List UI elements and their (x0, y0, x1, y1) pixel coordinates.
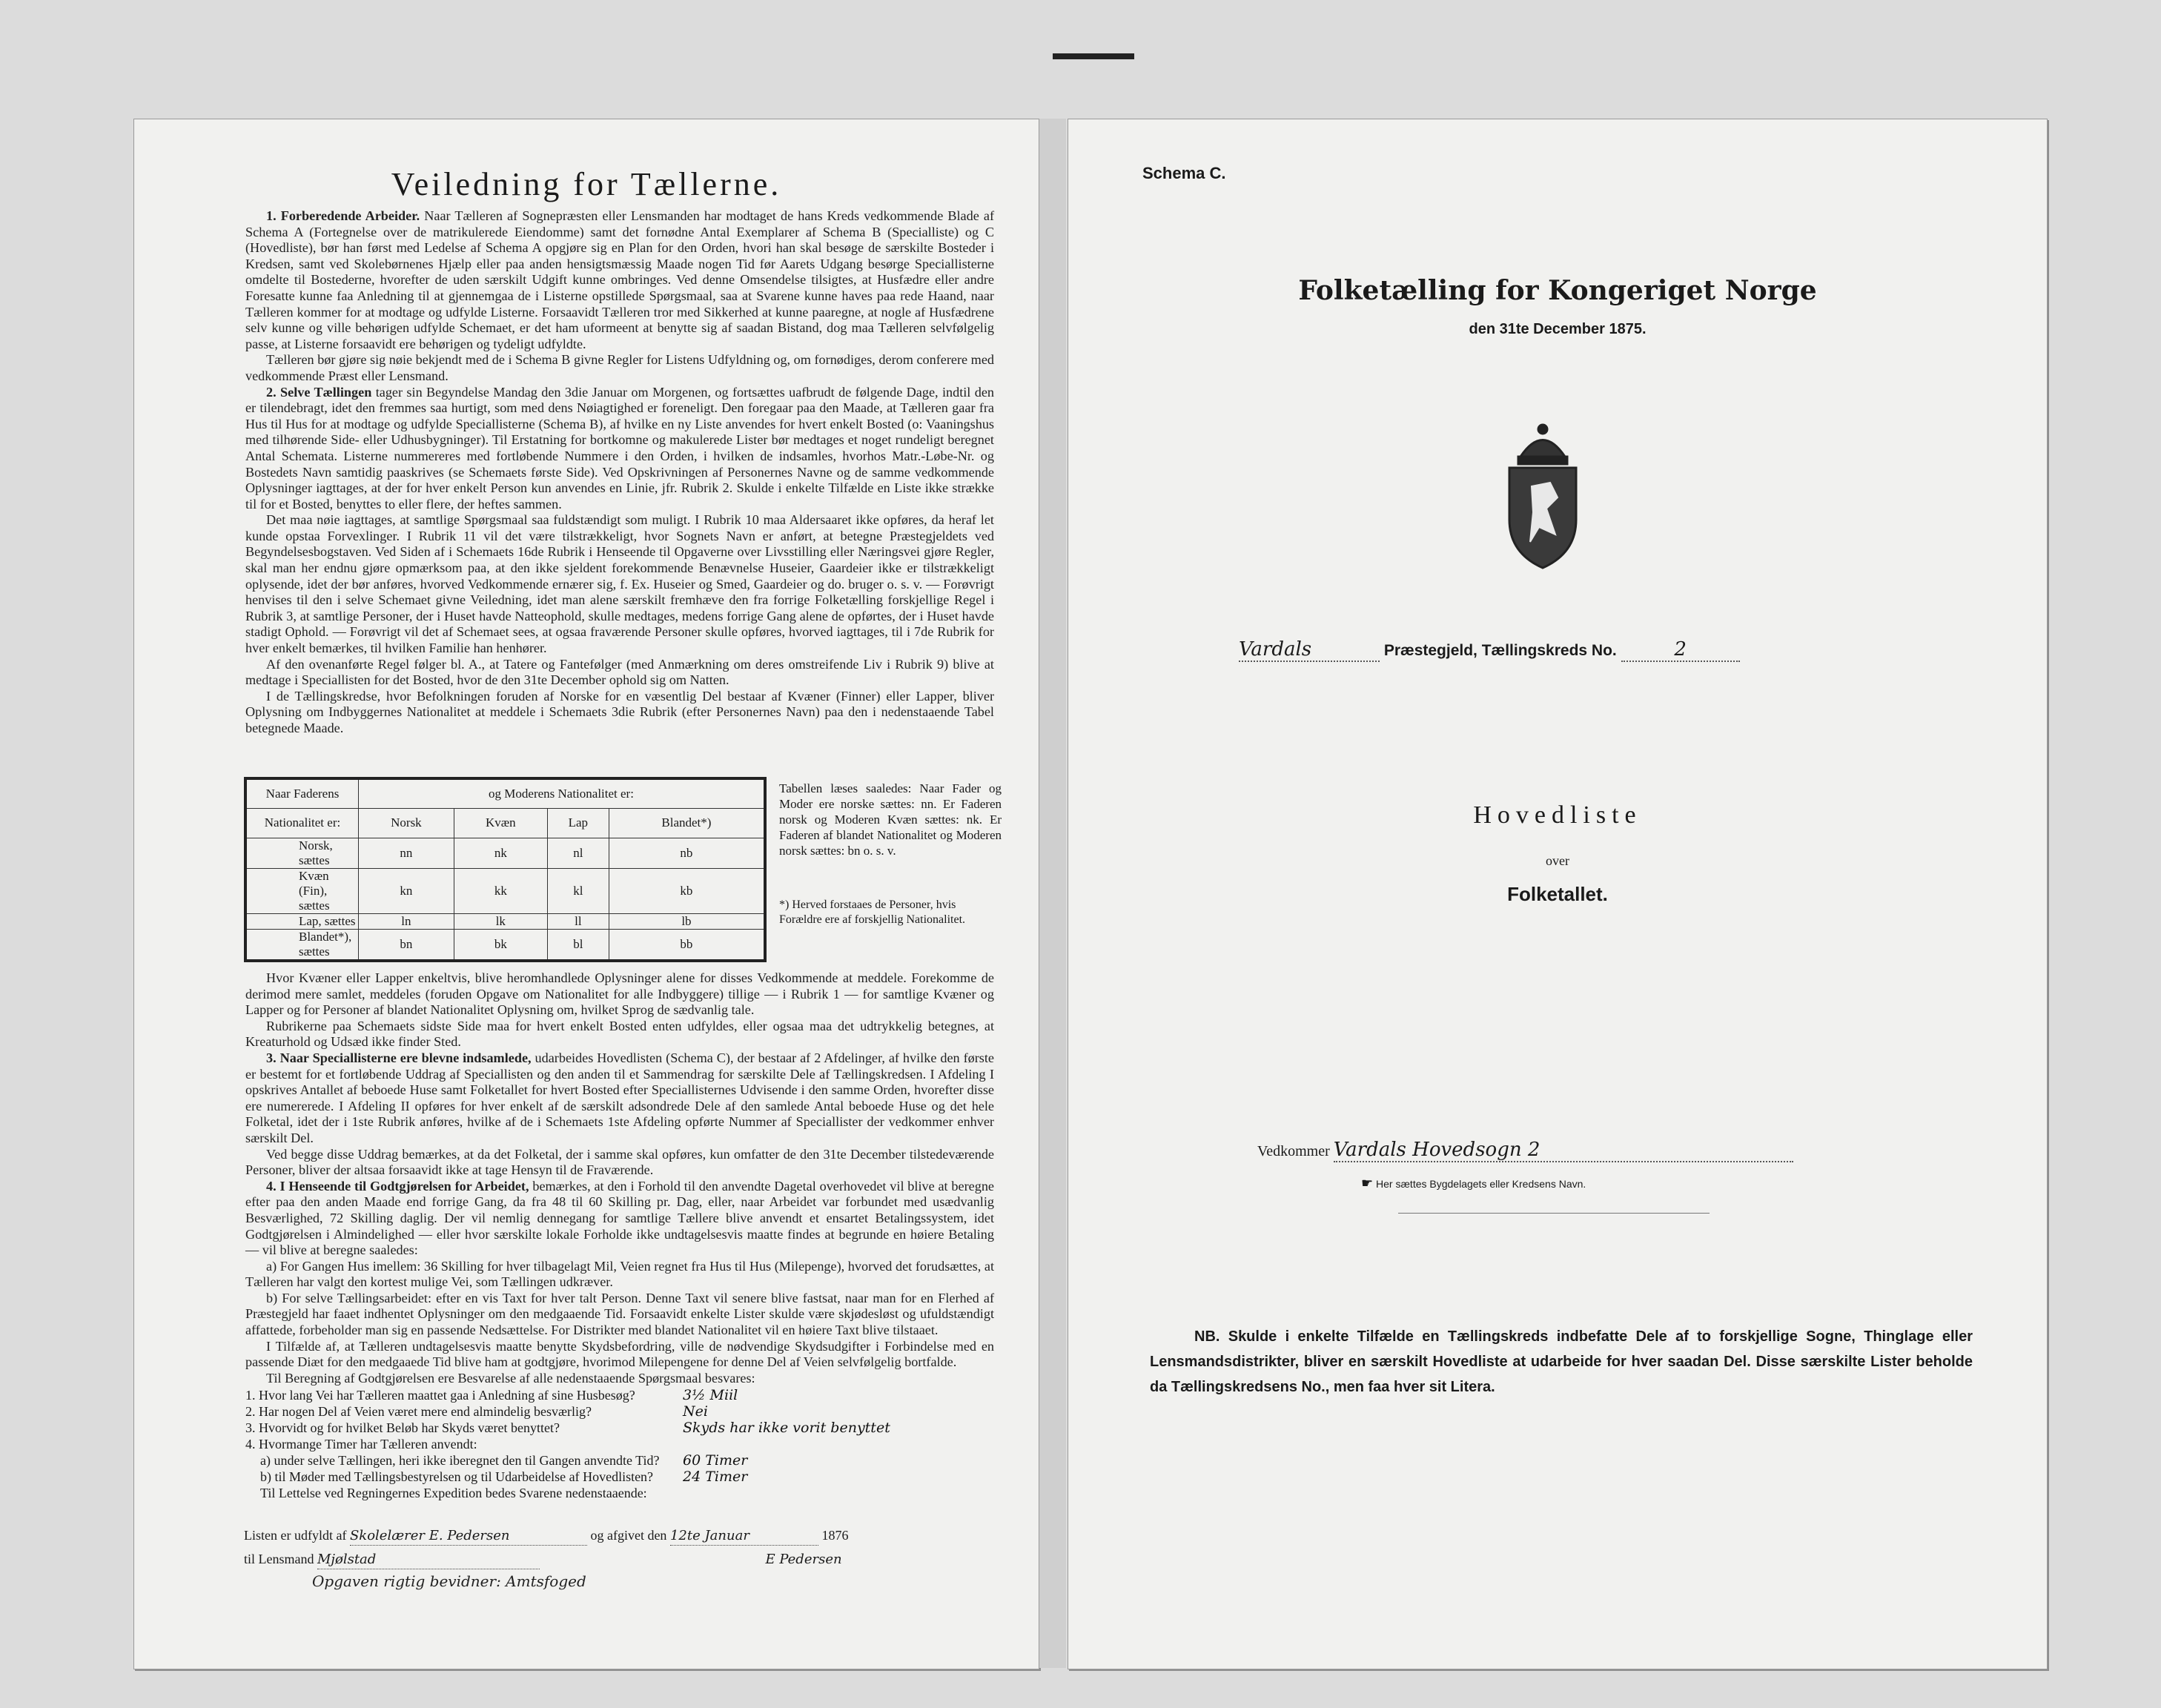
scan-marker (1053, 53, 1134, 59)
answer: Nei (683, 1403, 708, 1420)
answer: Skyds har ikke vorit benyttet (683, 1420, 890, 1436)
question: a) under selve Tællingen, heri ikke iberegnet den til Gangen anvendte Tid? (260, 1453, 660, 1468)
delivered-year: 1876 (821, 1528, 849, 1543)
table-row (245, 838, 765, 868)
vedkommer-value: Vardals Hovedsogn 2 (1333, 1139, 1541, 1161)
folketallet-title: Folketallet. (1507, 883, 1608, 905)
instructions-section-1 (245, 208, 994, 737)
cell: bn (359, 929, 454, 961)
table-row (245, 913, 765, 929)
qa-row (245, 1485, 1002, 1501)
answer: 3½ Miil (683, 1387, 738, 1403)
district-number: 2 (1674, 638, 1687, 661)
book-spine (1039, 119, 1066, 1668)
lensmand-label: til Lensmand (244, 1552, 314, 1566)
pointing-hand-icon: ☛ (1361, 1176, 1374, 1191)
question: Til Lettelse ved Regningernes Expedition bedes Svarene nedenstaaende: (260, 1486, 647, 1500)
question: b) til Møder med Tællingsbestyrelsen og til Udarbeidelse af Hovedlisten? (260, 1469, 654, 1484)
vedkommer-field (1257, 1139, 1925, 1162)
cell: lb (609, 913, 765, 929)
table-row (245, 929, 765, 961)
cell: ln (359, 913, 454, 929)
qa-row (245, 1436, 1002, 1452)
row-label: Kvæn (Fin), sættes (245, 868, 359, 913)
filled-by-name: Skolelærer E. Pedersen (350, 1527, 587, 1546)
question: 1. Hvor lang Vei har Tælleren maattet gaa i Anledning af sine Husbesøg? (245, 1388, 635, 1403)
qa-row (245, 1469, 1002, 1485)
left-page-title: Veiledning for Tællerne. (391, 166, 782, 202)
vedkommer-hint (1361, 1176, 1586, 1191)
cell: kl (547, 868, 609, 913)
right-page (1068, 119, 2048, 1669)
filled-by-label: Listen er udfyldt af (244, 1528, 347, 1543)
table-header-father: Naar Faderens (245, 778, 359, 808)
col-head: Kvæn (454, 808, 547, 838)
question: 2. Har nogen Del af Veien været mere end almindelig besværlig? (245, 1404, 592, 1419)
section-4-a: a) For Gangen Hus imellem: 36 Skilling for hver tilbagelagt Mil, Veien regnet fra Hus til Hus (Milepenge), hvorved det forudsættes, at Tælleren har valgt den kortest mulige Vei, som Tællingen udkræver. (245, 1258, 994, 1290)
cell: kn (359, 868, 454, 913)
section-3-text: udarbeides Hovedlisten (Schema C), der bestaar af 2 Afdelinger, af hvilke den første er bestemt for et fortløbende Uddrag af Speciallisten og den anden til et Sammendrag for særskilte Dele af Tællingskredsen. I Afdeling I opskrives Antallet af beboede Huse samt Folketallet for hvert Bosted efter Speciallisternes Udvisende i den samme Orden, hvorefter disse ere numererede. I Afdeling II opføres for hver enkelt af de særskilt adsondrede Dele af den samlede Antal beboede Huse og det hele Folketal, idet der i 1ste Rubrik anføres, hvilke af de i Schemaets 1ste Afdeling opførte Nummer af Speciallister der vedkommer enhver særskilt Del. (245, 1050, 994, 1145)
answer: 24 Timer (683, 1469, 748, 1485)
table-header-nationality: Nationalitet er: (245, 808, 359, 838)
divider (1398, 1213, 1710, 1214)
cell: bk (454, 929, 547, 961)
lensmand-name: Mjølstad (317, 1551, 540, 1569)
hovedliste-title: Hovedliste (1473, 801, 1642, 829)
section-2-heading: 2. Selve Tællingen (266, 384, 372, 400)
col-head: Blandet*) (609, 808, 765, 838)
section-4-c: I Tilfælde af, at Tælleren undtagelsesvis maatte benytte Skydsbefordring, ville de nødvendige Skydsudgifter i Forbindelse med en passende Diæt for den medgaaede Tid blive ham at godtgjøre, hvorimod Milepengene for denne Del af Veien selvfølgelig bortfalde. (245, 1338, 994, 1370)
delivered-label: og afgivet den (590, 1528, 667, 1543)
handwritten-attestation: Opgaven rigtig bevidner: Amtsfoged (312, 1572, 586, 1590)
row-label: Lap, sættes (245, 913, 359, 929)
cell: nn (359, 838, 454, 868)
parish-label: Præstegjeld, Tællingskreds No. (1383, 642, 1617, 659)
hint-text: Her sættes Bygdelagets eller Kredsens Navn. (1376, 1178, 1586, 1190)
table-row (245, 868, 765, 913)
qa-row (245, 1452, 1002, 1469)
parish-field (1239, 638, 1906, 662)
vedkommer-label: Vedkommer (1257, 1143, 1330, 1159)
schema-label: Schema C. (1142, 164, 1226, 182)
section-2-text: tager sin Begyndelse Mandag den 3die Januar om Morgenen, og fortsættes uafbrudt de følgende Dage, indtil den er tilendebragt, idet den fremmes saa hurtigt, som med dens Nøiagtighed er foreneligt. Den foregaar paa den Maade, at Tælleren gaar fra Hus til Hus for at modtage og udfylde Speciallisterne (Schema B), af hvilke en ny Liste anvendes for hvert enkelt Bosted (o: Vaaningshus med tilhørende Side- eller Udhusbygninger). Til Erstatning for bortkomne og makulerede Lister bør medtages et noget rundeligt beregnet Antal Schemata. Listerne nummereres med fortløbende Nummere i den Orden, i hvilken de indsamles, hvorhos Matr.-Løbe-Nr. og Bostedets Navn samtidig paaskrives (se Schemaets første Side). Ved Opskrivningen af Personernes Navne og de samme vedkommende Oplysninger iagttages, at der for hver enkelt Person kun anvendes en Linie, jfr. Rubrik 2. Skulde i enkelte Tilfælde en Liste ikke strække til for et Bosted, benyttes to eller flere, der heftes sammen. (245, 384, 994, 512)
teller-signature: E Pedersen (765, 1552, 842, 1567)
census-title: Folketælling for Kongeriget Norge (1298, 275, 1817, 306)
cell: bl (547, 929, 609, 961)
section-2-text-3: Af den ovenanførte Regel følger bl. A., at Tatere og Fantefølger (med Anmærkning om deres omstreifende Liv i Rubrik 9) blive at medtage i Speciallisten for det Bosted, hvor de den 31te December ophold sig om Natten. (245, 656, 994, 688)
questions-answers (245, 1387, 1002, 1501)
question: 4. Hvormange Timer har Tælleren anvendt: (245, 1437, 477, 1452)
section-2-text-4: I de Tællingskredse, hvor Befolkningen foruden af Norske for en væsentlig Del bestaar af Kvæner (Finner) eller Lapper, bliver Oplysning om Indbyggernes Nationalitet at meddele i Schemaets 3die Rubrik (efter Personernes Navn) paa den i nedenstaaende Tabel betegnede Maade. (245, 688, 994, 735)
question: 3. Hvorvidt og for hvilket Beløb har Skyds været benyttet? (245, 1420, 560, 1435)
nationality-table (244, 777, 767, 962)
col-head: Norsk (359, 808, 454, 838)
left-page (133, 119, 1039, 1669)
nb-text: NB. Skulde i enkelte Tilfælde en Tællingskreds indbefatte Dele af to forskjellige Sogne, Thinglage eller Lensmandsdistrikter, bliver en særskilt Hovedliste at udarbeide for hver saadan Del. Disse særskilte Lister beholde da Tællingskredsens No., men faa hver sit Litera. (1150, 1328, 1973, 1395)
section-3-heading: 3. Naar Speciallisterne ere blevne indsamlede, (266, 1050, 532, 1065)
cell: bb (609, 929, 765, 961)
section-4-text: bemærkes, at den i Forhold til den anvendte Dagetal overhovedet vil blive at beregne efter paa den anden Maade end forrige Gang, da fra 48 til 60 Skilling pr. Dag, eller, naar Arbeidet var forbundet med usædvanlig Besværlighed, 72 Skilling daglig. Der vil nemlig dennegang for samtlige Tællere blive anvendt et ensartet Betalingssystem, idet Godtgjørelsen i Almindelighed — eller hvor særskilte lokale Forholde ikke undtagelsesvis maatte findes at begrunde en høiere Betaling — vil blive at beregne saaledes: (245, 1178, 994, 1258)
row-label: Norsk, sættes (245, 838, 359, 868)
coat-of-arms-icon (1487, 416, 1598, 572)
qa-row (245, 1403, 1002, 1420)
table-footnote: *) Herved forstaaes de Personer, hvis Forældre ere af forskjellig Nationalitet. (779, 898, 966, 926)
census-date: den 31te December 1875. (1469, 321, 1647, 337)
over-label: over (1546, 853, 1569, 868)
section-4-b: b) For selve Tællingsarbeidet: efter en vis Taxt for hver talt Person. Denne Taxt vil senere blive fastsat, naar man for en Flerhed af Præstegjeld har faaet indhentet Oplysninger om den medgaaende Tid. Forsaavidt enkelte Lister skulde være skjødesløst og ufuldstændigt affattede, forbeholder man sig en passende Nedsættelse. For Distrikter med blandet Nationalitet vil en høiere Taxt blive tilstaaet. (245, 1290, 994, 1338)
answer: 60 Timer (683, 1452, 748, 1469)
signature-lines (244, 1526, 1007, 1569)
cell: nl (547, 838, 609, 868)
section-1-text-2: Tælleren bør gjøre sig nøie bekjendt med de i Schema B givne Regler for Listens Udfyldning og, om fornødiges, derom conferere med vedkommende Præst eller Lensmand. (245, 352, 994, 383)
section-1-text: Naar Tælleren af Sognepræsten eller Lensmanden har modtaget de hans Kreds vedkommende Blade af Schema A (Fortegnelse over de matrikulerede Eiendomme) samt det fornødne Antal Exemplarer af Schema B (Specialliste) og C (Hovedliste), bør han først med Ledelse af Schema A opgjøre sig en Plan for den Orden, hvori han skal besøge de særskilte Bosteder i Kredsen, samt ved Skolebørnenes Hjælp eller paa anden hensigtsmæssig Maade nogen Tid før Aarets Udgang besørge Speciallisterne omdelte til Bostederne, hvorefter de uden særskilt Udgift kunne ombringes. Ved denne Omsendelse tilsigtes, at Husfædre eller andre Foresatte kunne faa Anledning til at gjennemgaa de i Listerne opstillede Spørgsmaal, saa at Svarene kunne haves paa rede Haand, naar Tælleren kommer for at modtage og udfylde Listerne. Forsaavidt Tælleren tror med Sikkerhed at kunne paaregne, at nogle af Husfædrene selv kunne og ville behørigen udfylde Schemaet, er det ham uformeent at benytte sig af saadan Bistand, dog maa Tælleren selvfølgelig passe, at Listerne forsaavidt ere behørigen og tydeligt udfyldte. (245, 208, 995, 351)
parish-name: Vardals (1239, 638, 1312, 661)
cell: kk (454, 868, 547, 913)
cell: ll (547, 913, 609, 929)
section-1-heading: 1. Forberedende Arbeider. (266, 208, 420, 223)
col-head: Lap (547, 808, 609, 838)
cell: nk (454, 838, 547, 868)
cell: kb (609, 868, 765, 913)
qa-row (245, 1387, 1002, 1403)
table-header-mother: og Moderens Nationalitet er: (359, 778, 766, 808)
section-4-d: Til Beregning af Godtgjørelsen ere Besvarelse af alle nedenstaaende Spørgsmaal besvares: (266, 1370, 755, 1386)
instructions-section-3-4 (245, 970, 994, 1386)
table-reading-note: Tabellen læses saaledes: Naar Fader og Moder ere norske sættes: nn. Er Faderen norsk og Moderen Kvæn sættes: nk. Er Faderen af blandet Nationalitet og Moderen norsk sættes: bn o. s. v. (779, 781, 1002, 858)
section-2-text-2: Det maa nøie iagttages, at samtlige Spørgsmaal saa fuldstændigt som muligt. I Rubrik 10 maa Aldersaaret ikke opføres, da heraf let kunde opstaa Forvexlinger. I Rubrik 11 vil det være tilstrækkeligt, hvor Sognets Navn er anført, at betegne Præstegjeldets ved Begyndelsesbogstaven. Ved Siden af i Schemaets 16de Rubrik i Henseende til Opgaverne over Livsstilling eller Næringsvei gjøre Regler, skal man her endnu gjøre opmærksom paa, at den ikke sjeldent forekommende Benævnelse Huseier, Gaardeier ikke er tilstrækkeligt oplysende, idet der bør anføres, hvorved Vedkommende ernærer sig, f. Ex. Huseier og Smed, Gaardeier og do. bruger o. s. v. — Forøvrigt henvises til den i selve Schemaet givne Veiledning, idet man alene særskilt fremhæve den fra forrige Folketælling forskjellige Regel i Rubrik 3, at samtlige Personer, der i Huset havde Natteophold, skulle medtages, medens forrige Gang alene de opførtes, der i Huset havde stadigt Ophold. — Forøvrigt vil det af Schemaet sees, at ogsaa fraværende Personer skulle opføres, hvorved iagttages, til i 7de Rubrik for hver enkelt bemærkes, til hvilken Familie han henhører. (245, 512, 994, 656)
delivered-date: 12te Januar (670, 1527, 818, 1546)
section-4-heading: 4. I Henseende til Godtgjørelsen for Arbeidet, (266, 1178, 529, 1194)
cell: lk (454, 913, 547, 929)
section-2-text-5: Hvor Kvæner eller Lapper enkeltvis, blive heromhandlede Oplysninger alene for disses Vedkommende at meddele. Forekomme de derimod mere samlet, meddeles (foruden Opgave om Nationalitet for alle Indbyggere) tillige — i Rubrik 1 — for samtlige Kvæner og Lapper og for Personer af blandet Nationalitet Oplysning om, hvilket Sprog de sædvanlig tale. (245, 970, 994, 1018)
qa-row (245, 1420, 1002, 1436)
section-2-text-6: Rubrikerne paa Schemaets sidste Side maa for hvert enkelt Bosted enten udfyldes, eller ogsaa maa det udtrykkelig betegnes, at Kreaturhold og Udsæd ikke finder Sted. (245, 1018, 994, 1050)
cell: nb (609, 838, 765, 868)
nb-note (1150, 1324, 1973, 1400)
row-label: Blandet*), sættes (245, 929, 359, 961)
section-3-text-2: Ved begge disse Uddrag bemærkes, at da det Folketal, der i samme skal opføres, kun omfatter de den 31te December tilstedeværende Personer, bliver der altsaa forsaavidt ikke at tage Hensyn til de Fraværende. (245, 1146, 994, 1178)
